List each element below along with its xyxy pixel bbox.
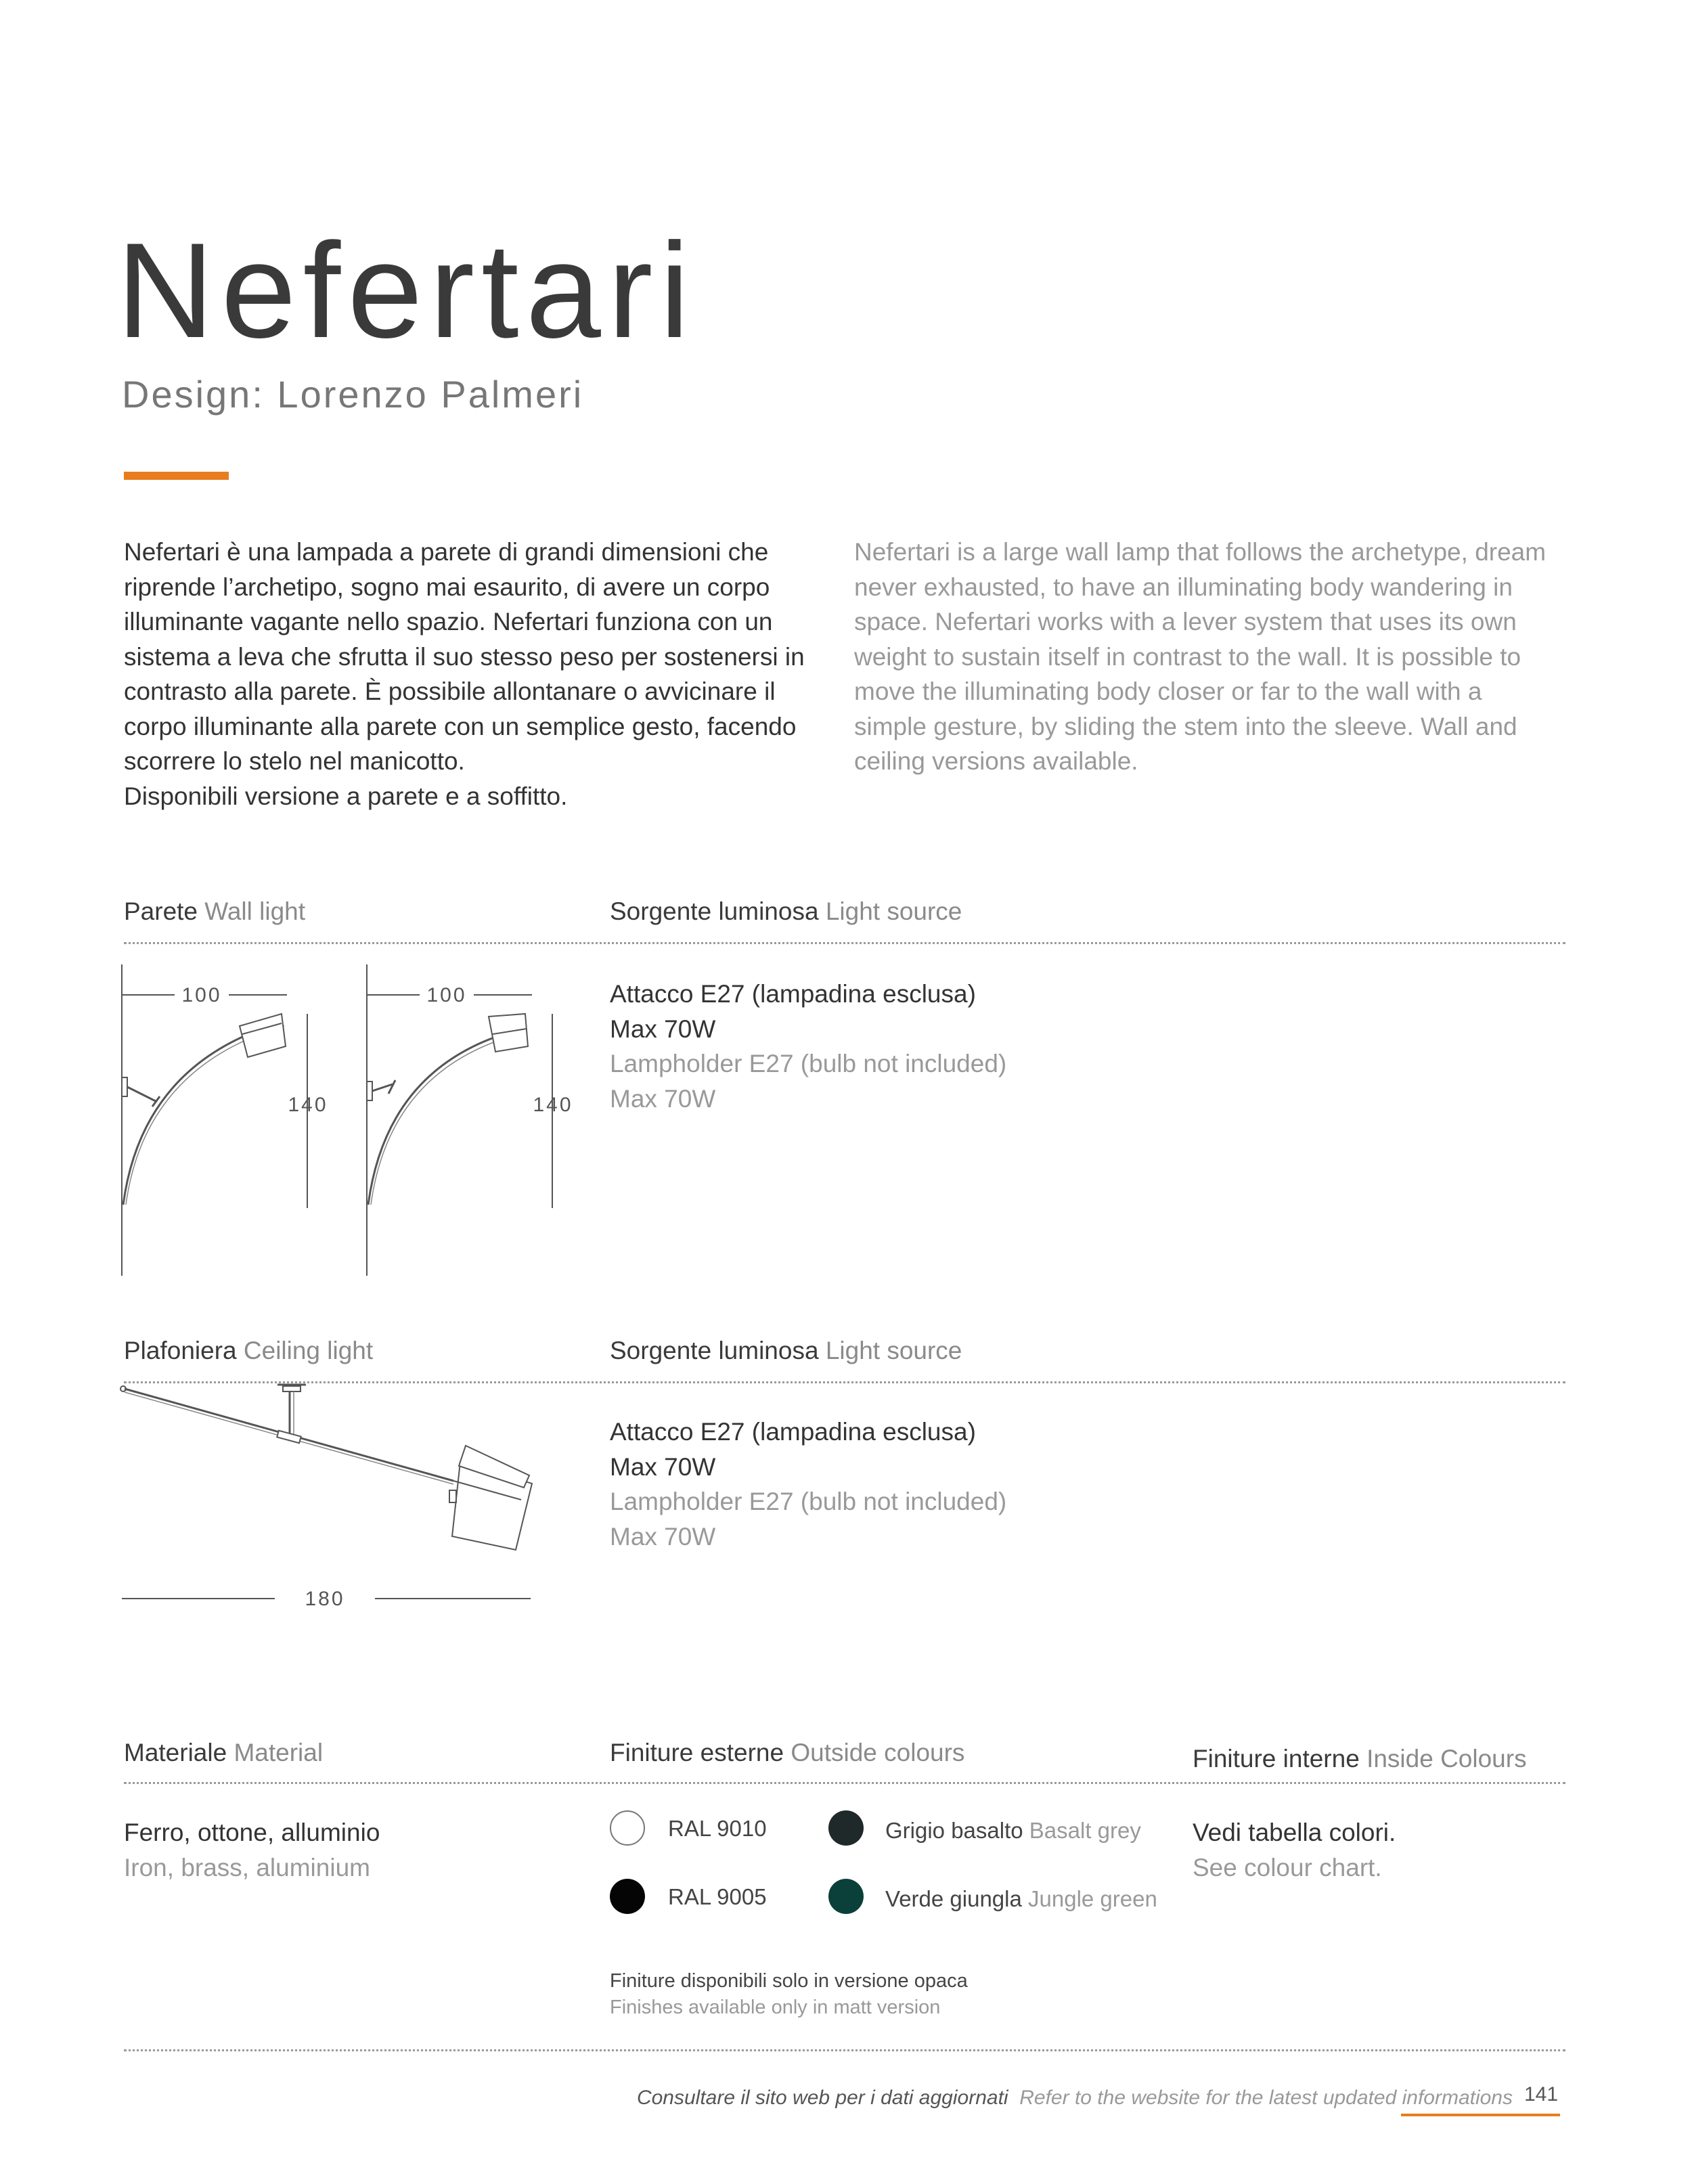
ceiling-source-heading-it: Sorgente luminosa (610, 1337, 819, 1364)
wall-heading-en: Wall light (204, 897, 306, 925)
inside-colours-info (1193, 1815, 1396, 1885)
inside-colours-value-it: Vedi tabella colori. (1193, 1819, 1396, 1846)
swatch-jungle-green (828, 1879, 864, 1914)
wall-source-info (610, 977, 1006, 1116)
designer-credit: Design: Lorenzo Palmeri (122, 373, 584, 416)
description-italian-text: Nefertari è una lampada a parete di grandi dimensioni che riprende l’archetipo, sogno mai esaurito, di avere un corpo illuminante vagante nello spazio. Nefertari funziona con un sistema a leva che sfrutta il suo stesso peso per sostenersi in contrasto alla parete. È possibile allontanare o avvicinare il corpo illuminante alla parete con un semplice gesto, facendo scorrere lo stelo nel manicotto. (124, 538, 805, 775)
footer-note-it: Consultare il sito web per i dati aggiornati (636, 2087, 1008, 2109)
wall-source-it-1: Attacco E27 (lampadina esclusa) (610, 980, 976, 1008)
wall-light-drawing-front (115, 961, 345, 1279)
ceiling-source-it-1: Attacco E27 (lampadina esclusa) (610, 1418, 976, 1446)
inside-colours-heading-it: Finiture interne (1193, 1745, 1360, 1773)
material-divider (124, 1782, 1565, 1784)
ceiling-heading-en: Ceiling light (243, 1337, 374, 1364)
ceiling-source-heading (610, 1338, 962, 1363)
ceiling-source-heading-en: Light source (825, 1337, 962, 1364)
wall-heading-it: Parete (124, 897, 198, 925)
swatch-ral-9010 (610, 1810, 645, 1846)
outside-colours-heading-it: Finiture esterne (610, 1739, 784, 1766)
wall-source-heading (610, 899, 962, 924)
swatch-ral-9010-label: RAL 9010 (668, 1816, 767, 1841)
page-number: 141 (1524, 2083, 1559, 2105)
wall-dim-height-2: 140 (533, 1094, 573, 1116)
outside-colours-heading-en: Outside colours (791, 1739, 965, 1766)
accent-bar (124, 472, 229, 480)
material-info (124, 1815, 380, 1885)
outside-colours-heading (610, 1740, 964, 1765)
wall-light-drawing-side (360, 961, 590, 1279)
wall-source-heading-it: Sorgente luminosa (610, 897, 819, 925)
material-value-it: Ferro, ottone, alluminio (124, 1819, 380, 1846)
finish-note-en: Finishes available only in matt version (610, 1997, 941, 2018)
ceiling-light-drawing (115, 1381, 548, 1611)
ceiling-dim-width: 180 (305, 1588, 345, 1610)
swatch-basalt-grey (828, 1810, 864, 1846)
swatch-ral-9005 (610, 1879, 645, 1914)
inside-colours-heading-en: Inside Colours (1366, 1745, 1527, 1773)
ceiling-source-it-2: Max 70W (610, 1452, 716, 1481)
wall-source-heading-en: Light source (825, 897, 962, 925)
product-title: Nefertari (116, 215, 696, 366)
wall-light-heading (124, 899, 305, 924)
footer-divider (124, 2049, 1565, 2051)
footer-accent-line (1401, 2114, 1560, 2116)
ceiling-light-heading (124, 1338, 373, 1363)
finish-note-it: Finiture disponibili solo in versione opaca (610, 1970, 968, 1992)
material-value-en: Iron, brass, aluminium (124, 1853, 370, 1881)
wall-dim-width-2: 100 (426, 984, 467, 1006)
footer-note (637, 2088, 1513, 2108)
ceiling-heading-it: Plafoniera (124, 1337, 237, 1364)
ceiling-source-info (610, 1414, 1006, 1554)
wall-source-en-1: Lampholder E27 (bulb not included) (610, 1050, 1007, 1077)
description-italian-availability: Disponibili versione a parete e a soffitto. (124, 782, 568, 810)
material-heading-en: Material (234, 1739, 324, 1766)
finish-note (610, 1968, 968, 2021)
swatch-jungle-green-label: Verde giungla Jungle green (885, 1886, 1157, 1911)
ceiling-source-en-1: Lampholder E27 (bulb not included) (610, 1488, 1007, 1515)
description-english: Nefertari is a large wall lamp that follows the archetype, dream never exhausted, to have an illuminating body wandering in space. Nefertari works with a lever system that uses its own weight to sustain itself in contrast to the wall. It is possible to move the illuminating body closer or far to the wall with a simple gesture, by sliding the stem into the sleeve. Wall and ceiling versions available. (854, 538, 1547, 775)
description-italian (124, 535, 828, 814)
inside-colours-heading (1193, 1746, 1527, 1771)
wall-source-en-2: Max 70W (610, 1084, 716, 1113)
swatch-ral-9005-label: RAL 9005 (668, 1884, 767, 1909)
ceiling-source-en-2: Max 70W (610, 1522, 716, 1551)
material-heading-it: Materiale (124, 1739, 227, 1766)
wall-source-it-2: Max 70W (610, 1015, 716, 1043)
wall-dim-width-1: 100 (181, 984, 222, 1006)
swatch-basalt-grey-label: Grigio basalto Basalt grey (885, 1818, 1141, 1843)
wall-divider (124, 942, 1565, 944)
wall-dim-height-1: 140 (288, 1094, 328, 1116)
footer-note-en: Refer to the website for the latest updated informations (1019, 2087, 1513, 2109)
material-heading (124, 1740, 323, 1765)
inside-colours-value-en: See colour chart. (1193, 1853, 1382, 1881)
